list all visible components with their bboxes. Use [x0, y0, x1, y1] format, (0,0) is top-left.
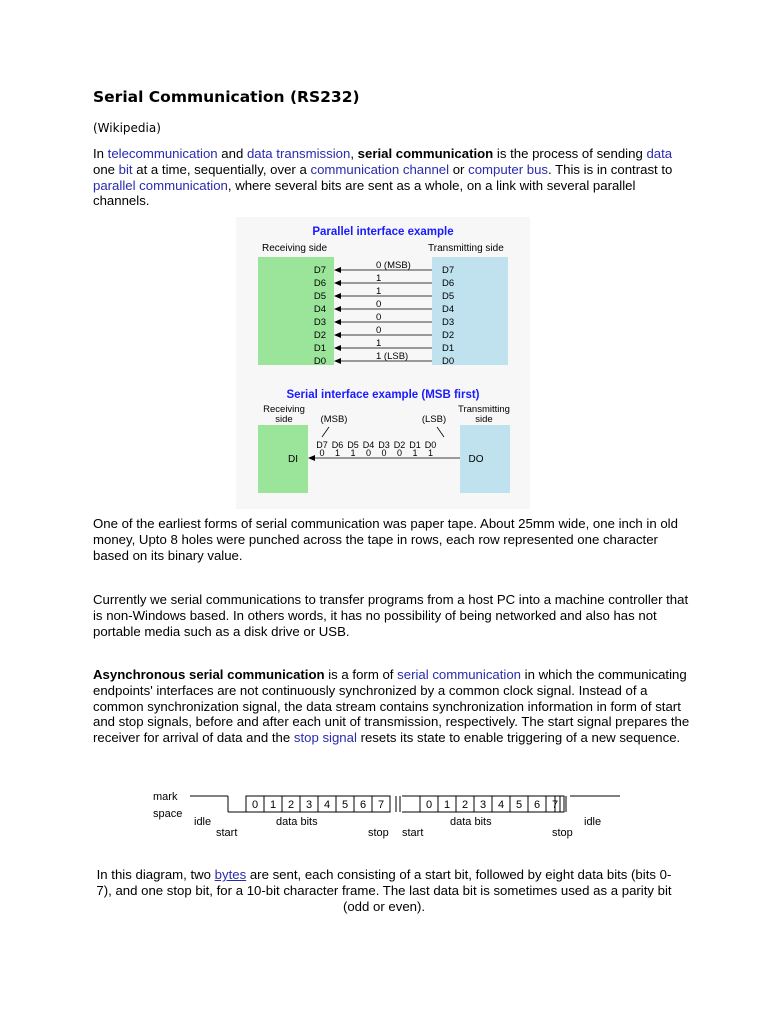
source-note: (Wikipedia): [93, 121, 161, 135]
current-usage-paragraph: Currently we serial communications to transfer programs from a host PC into a machine controller that is non-Windows based. In others words, it has no possibility of being networked and also has not portable media such as a disk drive or USB.: [93, 592, 689, 639]
serial-bit-value: 1: [350, 448, 356, 458]
text-span: or: [449, 161, 469, 177]
receiver-pin-label: D4: [313, 304, 327, 315]
serial-bit-value: 1: [334, 448, 341, 458]
parallel-bit-value: 1: [376, 273, 382, 284]
receiver-pin-label: D5: [313, 291, 327, 302]
bit-index-label: 4: [497, 799, 505, 811]
parallel-bit-value: 0: [376, 312, 382, 323]
transmitter-pin-label: D1: [442, 343, 455, 354]
bit-index-label: 2: [287, 799, 295, 811]
data-bits-label-1: data bits: [276, 816, 318, 828]
idle-label-left: idle: [194, 816, 212, 828]
receiver-pin-label: D7: [313, 265, 327, 276]
parallel-title: Parallel interface example: [312, 226, 454, 238]
bit-index-label: 1: [269, 799, 277, 811]
parallel-bit-value: 1 (LSB): [376, 351, 409, 362]
transmitter-pin-label: D0: [442, 356, 455, 367]
frame-cells: [246, 796, 564, 812]
serial-pin-label: D4: [362, 440, 375, 450]
transmitting-side-serial-label: Transmitting: [458, 404, 510, 415]
transmitter-pin-label: D6: [442, 278, 455, 289]
bit-index-label: 7: [551, 799, 559, 811]
do-label: DO: [468, 454, 484, 465]
serial-pin-label: D3: [378, 440, 390, 450]
transmitter-pin-label: D4: [442, 304, 455, 315]
serial-title: Serial interface example (MSB first): [286, 389, 480, 401]
bit-index-label: 3: [479, 799, 487, 811]
link-computer-bus[interactable]: computer bus: [468, 161, 549, 177]
receiving-side-serial-label-2: side: [275, 414, 293, 425]
parallel-bit-value: 0: [376, 299, 382, 310]
bit-index-label: 6: [359, 799, 367, 811]
link-bytes[interactable]: bytes: [214, 867, 247, 882]
stop-label-2: stop: [552, 827, 573, 839]
serial-bit-value: 1: [427, 448, 434, 458]
bit-index-label: 5: [341, 799, 349, 811]
link-data-transmission[interactable]: data transmission: [246, 146, 351, 161]
transmitter-pin-label: D2: [442, 330, 455, 341]
text-span: In this diagram, two: [96, 867, 215, 882]
serial-bit-value: 0: [319, 448, 325, 458]
text-span: , where several bits are sent as a whole, on a link with several parallel channels.: [93, 177, 636, 209]
serial-pin-label: D5: [347, 440, 359, 450]
bit-index-label: 7: [377, 799, 385, 811]
link-parallel-communication[interactable]: parallel communication: [93, 177, 228, 193]
start-label-2: start: [402, 827, 424, 839]
diagram-explanation: [93, 867, 675, 914]
parallel-bit-value: 0: [376, 325, 382, 336]
link-bit[interactable]: bit: [118, 161, 133, 177]
receiving-side-serial-label: Receiving: [263, 404, 305, 415]
transmitter-pin-label: D5: [442, 291, 455, 302]
receiver-pin-label: D2: [313, 330, 327, 341]
parallel-bit-value: 0 (MSB): [376, 260, 411, 271]
serial-pin-label: D0: [424, 440, 437, 450]
receiver-pin-label: D1: [313, 343, 327, 354]
receiver-pin-label: D0: [313, 356, 327, 367]
start-label-1: start: [216, 827, 238, 839]
link-serial-communication[interactable]: serial communication: [397, 667, 522, 682]
async-paragraph: [93, 667, 693, 746]
serial-receiver-block: [258, 425, 308, 493]
text-span: In: [93, 146, 108, 161]
bit-index-label: 2: [461, 799, 469, 811]
text-span: ,: [350, 146, 358, 161]
serial-bit-value: 0: [396, 448, 403, 458]
di-label: DI: [288, 454, 298, 465]
async-frame-figure: [150, 786, 620, 842]
receiver-pin-label: D6: [313, 278, 327, 289]
interface-example-figure: [236, 217, 530, 509]
bit-index-label: 0: [251, 799, 259, 811]
serial-bit-value: 0: [381, 448, 387, 458]
transmitting-side-label: Transmitting side: [428, 243, 504, 254]
serial-pin-label: D1: [409, 440, 421, 450]
serial-transmitter-block: [460, 425, 510, 493]
bit-index-label: 0: [425, 799, 433, 811]
transmitter-pin-label: D3: [442, 317, 455, 328]
serial-pin-label: D7: [316, 440, 328, 450]
serial-bit-value: 1: [412, 448, 418, 458]
transmitting-side-serial-label-2: side: [475, 414, 493, 425]
bit-index-label: 6: [533, 799, 541, 811]
interface-diagram: [236, 217, 530, 509]
mark-label: mark: [153, 791, 178, 803]
bold-serial-communication: serial communication: [357, 146, 494, 161]
text-span: are sent, each consisting of a start bit, followed by eight data bits (bits 0-7), and one stop bit, for a 10-bit character frame. The last data bit is sometimes used as a parity bit (odd or even).: [96, 867, 672, 914]
receiving-side-label: Receiving side: [262, 243, 328, 254]
link-communication-channel[interactable]: communication channel: [310, 161, 450, 177]
serial-pin-label: D2: [393, 440, 406, 450]
parallel-bit-value: 1: [376, 338, 382, 349]
text-span: resets its state to enable triggering of a new sequence.: [356, 730, 681, 746]
text-span: one: [93, 161, 119, 177]
text-span: is a form of: [324, 667, 398, 682]
text-span: at a time, sequentially, over a: [132, 161, 311, 177]
stop-label-1: stop: [368, 827, 389, 839]
idle-label-right: idle: [584, 816, 602, 828]
text-span: is the process of sending: [493, 146, 647, 161]
paper-tape-paragraph: One of the earliest forms of serial communication was paper tape. About 25mm wide, one inch in old money, Upto 8 holes were punched across the tape in rows, each row represented one character based on its binary value.: [93, 516, 678, 563]
data-bits-label-2: data bits: [450, 816, 492, 828]
serial-pin-label: D6: [331, 440, 344, 450]
bit-index-label: 5: [515, 799, 523, 811]
receiver-pin-label: D3: [313, 317, 327, 328]
lsb-label: (LSB): [421, 414, 447, 425]
serial-bit-value: 0: [365, 448, 372, 458]
msb-label: (MSB): [320, 414, 348, 425]
intro-paragraph: [93, 146, 693, 209]
text-span: . This is in contrast to: [548, 161, 673, 177]
link-stop-signal[interactable]: stop signal: [293, 730, 357, 746]
transmitter-pin-label: D7: [442, 265, 455, 276]
page-title: Serial Communication (RS232): [93, 88, 360, 106]
link-data[interactable]: data: [646, 146, 673, 161]
bit-index-label: 4: [323, 799, 331, 811]
text-span: and: [217, 146, 247, 161]
async-frame-diagram: [150, 786, 620, 842]
space-label: space: [153, 808, 183, 820]
text-span: in which the communicating endpoints' interfaces are not continuously synchronized by a common clock signal. Instead of a common synchronization signal, the data stream contains synchronization information in form of start and stop signals, before and after each unit of transmission, respectively. The start signal prepares the receiver for arrival of data and the: [93, 667, 690, 746]
parallel-bit-value: 1: [376, 286, 382, 297]
bit-index-label: 3: [305, 799, 313, 811]
bit-index-label: 1: [443, 799, 451, 811]
link-telecommunication[interactable]: telecommunication: [107, 146, 218, 161]
bold-async-serial: Asynchronous serial communication: [93, 667, 325, 682]
